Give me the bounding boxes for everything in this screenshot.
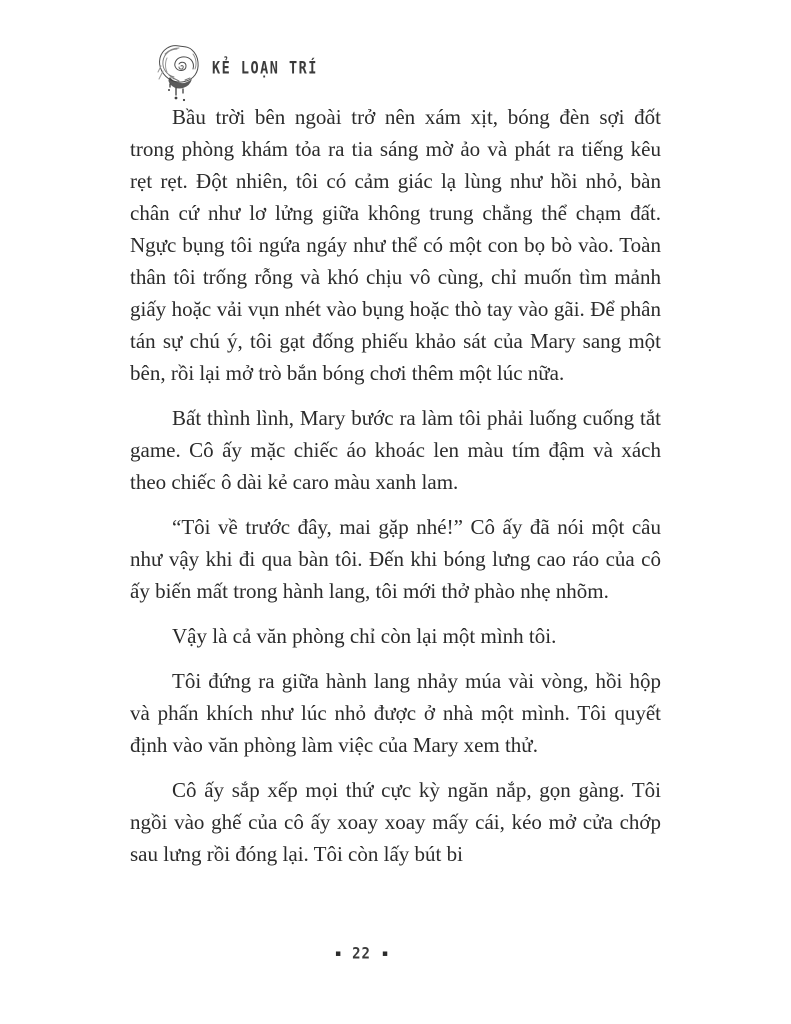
footer-ornament-right-icon: ▪ [381, 948, 389, 959]
paragraph-6: Cô ấy sắp xếp mọi thứ cực kỳ ngăn nắp, gọn gàng. Tôi ngồi vào ghế của cô ấy xoay xoay mấy cái, kéo mở cửa chớp sau lưng rồi đóng lại. Tôi còn lấy bút bi [130, 778, 661, 866]
paragraph-2: Bất thình lình, Mary bước ra làm tôi phải luống cuống tắt game. Cô ấy mặc chiếc áo khoác len màu tím đậm và xách theo chiếc ô dài kẻ caro màu xanh lam. [130, 406, 661, 494]
paragraph-1: Bầu trời bên ngoài trở nên xám xịt, bóng đèn sợi đốt trong phòng khám tỏa ra tia sáng mờ ảo và phát ra tiếng kêu rẹt rẹt. Đột nhiên, tôi có cảm giác lạ lùng như hồi nhỏ, bàn chân cứ như lơ lửng giữa không trung chẳng thể chạm đất. Ngực bụng tôi ngứa ngáy như thể có một con bọ bò vào. Toàn thân tôi trống rỗng và khó chịu vô cùng, chỉ muốn tìm mảnh giấy hoặc vải vụn nhét vào bụng hoặc thò tay vào gãi. Để phân tán sự chú ý, tôi gạt đống phiếu khảo sát của Mary sang một bên, rồi lại mở trò bắn bóng chơi thêm một lúc nữa. [130, 105, 661, 385]
paragraph-3: “Tôi về trước đây, mai gặp nhé!” Cô ấy đã nói một câu như vậy khi đi qua bàn tôi. Đến khi bóng lưng cao ráo của cô ấy biến mất trong hành lang, tôi mới thở phào nhẹ nhõm. [130, 515, 661, 603]
book-title: KẺ LOẠN TRÍ [212, 59, 318, 79]
paragraph-5: Tôi đứng ra giữa hành lang nhảy múa vài vòng, hồi hộp và phấn khích như lúc nhỏ được ở nhà một mình. Tôi quyết định vào văn phòng làm việc của Mary xem thử. [130, 669, 661, 757]
page-body [130, 101, 661, 883]
rose-icon [156, 42, 204, 104]
paragraph-4: Vậy là cả văn phòng chỉ còn lại một mình tôi. [172, 624, 557, 648]
footer-ornament-left-icon: ▪ [334, 948, 342, 959]
page-footer [0, 944, 723, 964]
page-number: 22 [352, 944, 371, 964]
page-header [156, 42, 318, 104]
